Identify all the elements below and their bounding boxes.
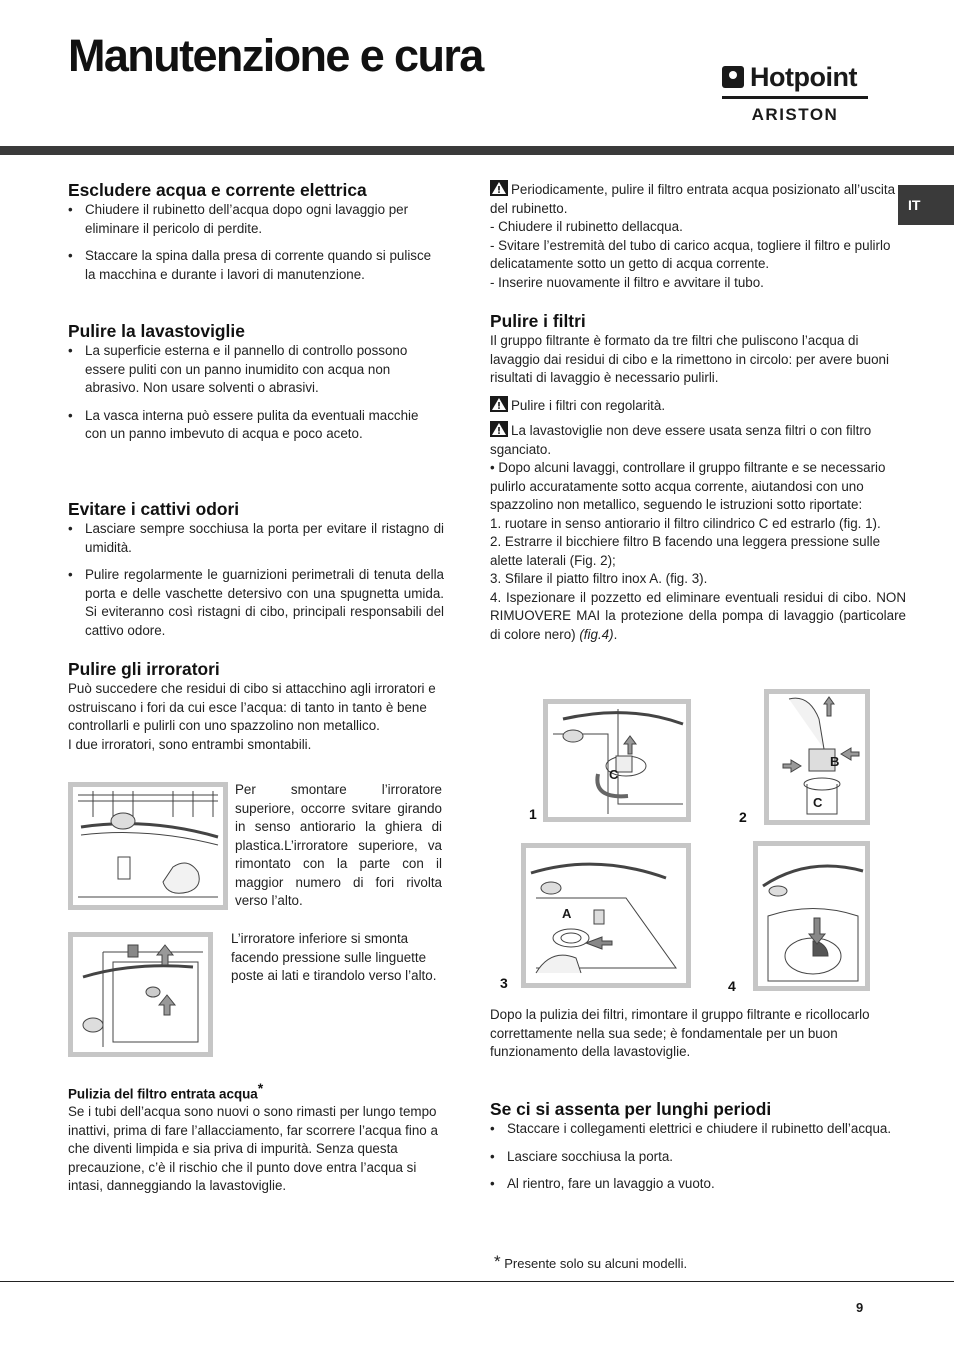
step-text: 2. Estrarre il bicchiere filtro B facendo una leggera pressione sulle alette laterali (Fig. 2);: [490, 534, 881, 568]
paragraph: Il gruppo filtrante è formato da tre filtri che puliscono l’acqua di lavaggio dai residui di cibo e la rimettono in circolo: per avere buoni risultati di lavaggio è necessario pulirli.: [490, 333, 889, 385]
list-item: • La vasca interna può essere pulita da eventuali macchie con un panno imbevuto di acqua e poco aceto.: [68, 407, 428, 444]
brand-logo: [722, 60, 868, 124]
step-text: - Inserire nuovamente il filtro e avvitare il tubo.: [490, 274, 764, 290]
step-text: 1. ruotare in senso antiorario il filtro cilindrico C ed estrarlo (fig. 1).: [490, 515, 881, 531]
lower-spray-arm-text: L’irroratore inferiore si smonta facendo pressione sulle linguette poste ai lati e tirandolo verso l’alto.: [231, 931, 437, 983]
list-item: • Lasciare socchiusa la porta.: [490, 1148, 906, 1167]
figure-1-filter-c: [543, 699, 691, 822]
step-4-text: 4. Ispezionare il pozzetto ed eliminare eventuali residui di cibo. NON RIMUOVERE MAI la protezione della pompa di lavaggio (particolare di colore nero): [490, 589, 906, 642]
section-power-water: [68, 179, 444, 284]
section-heading: Pulire la lavastoviglie: [68, 321, 245, 341]
section-heading: Evitare i cattivi odori: [68, 499, 240, 519]
warning-icon: [490, 421, 508, 437]
subsection-heading: [68, 1079, 444, 1103]
header-rule: [0, 146, 954, 155]
step-text: - Svitare l’estremità del tubo di carico acqua, togliere il filtro e pulirlo delicatamente sotto un getto di acqua corrente.: [490, 237, 891, 271]
list-item: • Lasciare sempre socchiusa la porta per evitare il ristagno di umidità.: [68, 520, 444, 557]
brand-rule: [722, 96, 868, 99]
section-heading: Pulire gli irroratori: [68, 659, 220, 679]
warning-icon: [490, 396, 508, 412]
paragraph: • Dopo alcuni lavaggi, controllare il gruppo filtrante e se necessario pulirlo accuratamente sotto acqua corrente, aiutandosi con uno spazzolino non metallico, seguendo le istruzioni sotto riportate:: [490, 460, 886, 512]
page-number: 9: [856, 1300, 864, 1315]
figure-3-filter-a: [521, 843, 691, 988]
list-item: • Staccare i collegamenti elettrici e chiudere il rubinetto dell’acqua.: [490, 1120, 906, 1139]
step-4-end: .: [613, 626, 618, 642]
footnote-marker: *: [494, 1252, 501, 1271]
subsection-heading-text: Pulizia del filtro entrata acqua: [68, 1086, 258, 1102]
list-item: • Pulire regolarmente le guarnizioni perimetrali di tenuta della porta e delle vaschette detersivo con una spugnetta umida. Si eviteranno così ristagni di cibo, principali responsabili del cattivo odore.: [68, 566, 444, 640]
section-heading: Pulire i filtri: [490, 311, 586, 331]
bullet-list: [68, 342, 428, 444]
list-item: • Al rientro, fare un lavaggio a vuoto.: [490, 1175, 906, 1194]
footnote-marker: *: [257, 1080, 264, 1096]
figure-lower-spray-arm: [68, 932, 213, 1057]
section-long-absence: [490, 1098, 906, 1194]
list-item: • La superficie esterna e il pannello di controllo possono essere puliti con un panno inumidito con acqua non abrasivo. Non usare solventi o abrasivi.: [68, 342, 428, 398]
warning-text: Pulire i filtri con regolarità.: [511, 397, 666, 413]
filter-cylinder-illustration: [548, 704, 686, 817]
paragraph: I due irroratori, sono entrambi smontabili.: [68, 736, 312, 752]
brand-subname: ARISTON: [751, 105, 839, 124]
warning-icon: [490, 180, 508, 196]
figure-reference: (fig.4): [579, 626, 614, 642]
list-item: • Chiudere il rubinetto dell’acqua dopo ogni lavaggio per eliminare il pericolo di perdite.: [68, 201, 444, 238]
paragraph: Se i tubi dell’acqua sono nuovi o sono rimasti per lungo tempo inattivi, prima di fare l’allacciamento, far scorrere l’acqua fino a che diventi limpida e sia priva di impurità. Senza questa precauzione, c’è il rischio che il punto dove entra l’acqua si intasi, danneggiando la lavastoviglie.: [68, 1104, 438, 1194]
language-tab: IT: [898, 185, 954, 225]
step-text: 3. Sfilare il piatto filtro inox A. (fig. 3).: [490, 571, 708, 586]
bullet-list: [490, 1120, 906, 1194]
label-c: C: [609, 767, 619, 782]
step-text: - Chiudere il rubinetto dellacqua.: [490, 219, 683, 234]
figure-upper-spray-arm: [68, 782, 228, 910]
filter-plate-illustration: [526, 848, 686, 983]
bullet-list: [68, 201, 444, 284]
figure-number: 3: [500, 975, 508, 991]
upper-spray-arm-text: Per smontare l’irroratore superiore, occorre svitare girando in senso antiorario la ghiera di plastica.L’irroratore superiore, va rimontato con la parte con il maggior numero di fori rivolta verso l’alto.: [235, 782, 442, 908]
figure-number: 2: [739, 809, 747, 825]
brand-mark-icon: [722, 66, 744, 88]
after-cleaning-text: Dopo la pulizia dei filtri, rimontare il gruppo filtrante e ricollocarlo correttamente nella sua sede; è fondamentale per un buon funzionamento della lavastoviglie.: [490, 1007, 870, 1059]
warning-paragraph: [490, 421, 906, 459]
figure-number: 4: [728, 978, 736, 994]
figure-4-pump-protection: [753, 841, 870, 991]
section-clean-filters: [490, 310, 906, 644]
page-title: Manutenzione e cura: [68, 30, 483, 81]
lower-spray-arm-illustration: [73, 937, 208, 1052]
label-c: C: [813, 795, 823, 810]
footnote-text: Presente solo su alcuni modelli.: [504, 1256, 688, 1271]
warning-paragraph: [490, 180, 904, 218]
label-a: A: [562, 906, 572, 921]
brand-name: Hotpoint: [750, 61, 857, 92]
footer-rule: [0, 1281, 954, 1282]
section-spray-arms: [68, 658, 444, 754]
section-heading: Escludere acqua e corrente elettrica: [68, 180, 367, 200]
label-b: B: [830, 754, 840, 769]
warning-text: La lavastoviglie non deve essere usata senza filtri o con filtro sganciato.: [490, 423, 872, 457]
warning-paragraph: [490, 396, 906, 416]
section-inlet-filter-steps: [490, 180, 904, 292]
section-water-inlet-filter: [68, 1079, 444, 1196]
warning-text: Periodicamente, pulire il filtro entrata acqua posizionato all’uscita del rubinetto.: [490, 182, 896, 216]
figure-number: 1: [529, 806, 537, 822]
footnote: [494, 1252, 687, 1272]
step-text: [490, 589, 906, 645]
upper-spray-arm-illustration: [73, 787, 223, 905]
list-item: • Staccare la spina dalla presa di corrente quando si pulisce la macchina e durante i lavori di manutenzione.: [68, 247, 444, 284]
section-heading: Se ci si assenta per lunghi periodi: [490, 1099, 772, 1119]
section-clean-dishwasher: [68, 320, 428, 444]
pump-sump-illustration: [758, 846, 865, 986]
section-avoid-odors: [68, 498, 444, 640]
paragraph: Può succedere che residui di cibo si attacchino agli irroratori e ostruiscano i fori da cui esce l’acqua: di tanto in tanto è bene controllarli e pulirli con uno spazzolino non metallico.: [68, 681, 436, 733]
bullet-list: [68, 520, 444, 640]
